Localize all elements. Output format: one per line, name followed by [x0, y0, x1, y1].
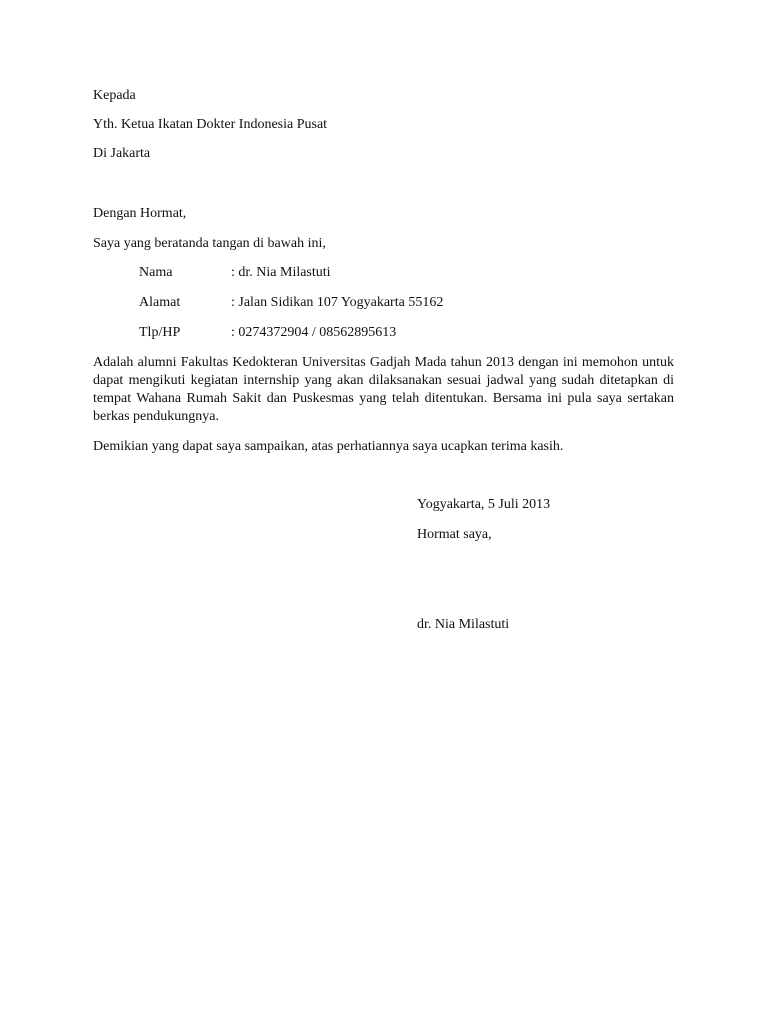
field-label: Tlp/HP — [139, 325, 181, 340]
regards: Hormat saya, — [417, 527, 492, 542]
recipient-line-3: Di Jakarta — [93, 146, 151, 161]
field-value: : dr. Nia Milastuti — [231, 265, 331, 280]
body-paragraph — [93, 354, 674, 426]
field-label: Nama — [139, 265, 173, 280]
field-value: : Jalan Sidikan 107 Yogyakarta 55162 — [231, 295, 444, 310]
body-line: Adalah alumni Fakultas Kedokteran Universitas Gadjah Mada tahun 2013 dengan ini memohon untuk — [93, 355, 674, 370]
body-line: tempat Wahana Rumah Sakit dan Puskesmas yang telah ditentukan. Bersama ini pula saya sertakan — [93, 391, 674, 406]
intro-text: Saya yang beratanda tangan di bawah ini, — [93, 236, 326, 251]
recipient-line-2: Yth. Ketua Ikatan Dokter Indonesia Pusat — [93, 117, 328, 132]
field-label: Alamat — [139, 295, 181, 310]
place-date: Yogyakarta, 5 Juli 2013 — [417, 497, 551, 512]
body-line: berkas pendukungnya. — [93, 409, 219, 424]
signatory-name: dr. Nia Milastuti — [417, 617, 510, 632]
body-line: dapat mengikuti kegiatan internship yang akan dilaksanakan sesuai jadwal yang sudah ditetapkan di — [93, 373, 674, 388]
closing-paragraph: Demikian yang dapat saya sampaikan, atas perhatiannya saya ucapkan terima kasih. — [93, 439, 564, 454]
recipient-line-1: Kepada — [93, 88, 136, 103]
field-value: : 0274372904 / 08562895613 — [231, 325, 397, 340]
salutation: Dengan Hormat, — [93, 206, 187, 221]
